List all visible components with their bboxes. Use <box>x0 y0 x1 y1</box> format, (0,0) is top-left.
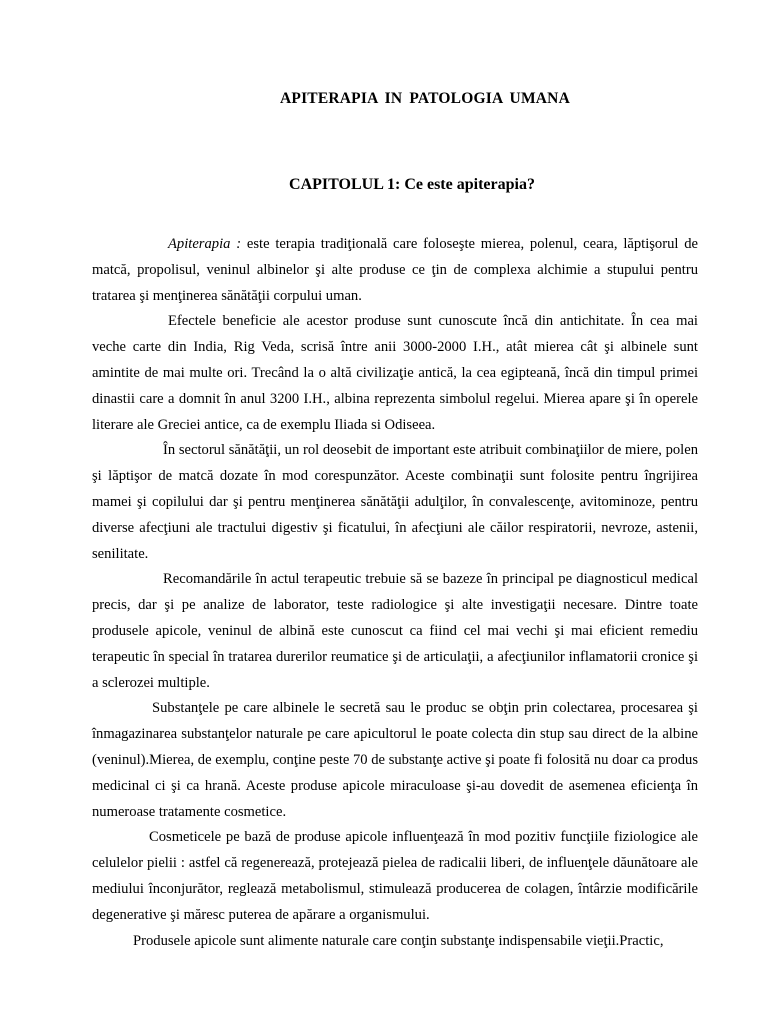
paragraph-health-sector: În sectorul sănătăţii, un rol deosebit de important este atribuit combinaţiilor de miere, polen şi lăptişor de matcă dozate în mod corespunzător. Aceste combinaţii sunt folosite pentru îngrijirea mamei şi copilului dar şi pentru menţinerea sănătăţii adulţilor, în convalescenţe, avitominoze, pentru diverse afecţiuni ale tractului digestiv şi ficatului, în afecţiuni ale căilor respiratorii, nevroze, astenii, senilitate. <box>92 442 698 562</box>
paragraph-definition <box>92 232 698 309</box>
paragraph-recommendations: Recomandările în actul terapeutic trebuie să se bazeze în principal pe diagnosticul medical precis, dar şi pe analize de laborator, teste radiologice şi alte investigaţii necesare. Dintre toate produsele apicole, veninul de albină este cunoscut ca fiind cel mai vechi şi mai eficient remediu terapeutic în special în tratarea durerilor reumatice şi de articulaţii, a afecţiunilor inflamatorii cronice şi a sclerozei multiple. <box>92 571 698 691</box>
paragraph-substances: Substanţele pe care albinele le secretă sau le produc se obţin prin colectarea, procesarea şi înmagazinarea substanţelor naturale pe care apicultorul le poate colecta din stup sau direct de la albine (veninul).Mierea, de exemplu, conţine peste 70 de substanţe active şi poate fi folosită nu doar ca produs medicinal ci şi ca hrană. Aceste produse apicole miraculoase şi-au dovedit de asemenea eficienţa în numeroase tratamente cosmetice. <box>92 700 698 820</box>
paragraph-history: Efectele beneficie ale acestor produse sunt cunoscute încă din antichitate. În cea mai veche carte din India, Rig Veda, scrisă între anii 3000-2000 I.H., atât mierea cât şi albinele sunt amintite de mai multe ori. Trecând la o altă civilizaţie antică, la cea egipteană, încă din timpul primei dinastii care a domnit în anul 3200 I.H., albina reprezenta simbolul regelui. Mierea apare şi în operele literare ale Greciei antice, ca de exemplu Iliada si Odiseea. <box>92 313 698 433</box>
paragraph-cosmetics: Cosmeticele pe bază de produse apicole influenţează în mod pozitiv funcţiile fiziologice ale celulelor pielii : astfel că regenerează, protejează pielea de radicalii liberi, de influenţele dăunătoare ale mediului înconjurător, reglează metabolismul, stimulează producerea de colagen, întârzie modificările degenerative şi măresc puterea de apărare a organismului. <box>92 829 698 923</box>
defined-term: Apiterapia : <box>168 236 242 252</box>
document-body <box>92 232 698 954</box>
chapter-heading: CAPITOLUL 1: Ce este apiterapia? <box>289 176 535 193</box>
paragraph-text: este terapia tradiţională care foloseşte mierea, polenul, ceara, lăptişorul de matcă, propolisul, veninul albinelor şi alte produse ce ţin de complexa alchimie a stupului pentru tratarea şi menţinerea sănătăţii corpului uman. <box>92 236 698 304</box>
document-title: APITERAPIA IN PATOLOGIA UMANA <box>280 90 570 107</box>
paragraph-natural-foods: Produsele apicole sunt alimente naturale care conţin substanţe indispensabile vieţii.Practic, <box>133 932 664 949</box>
